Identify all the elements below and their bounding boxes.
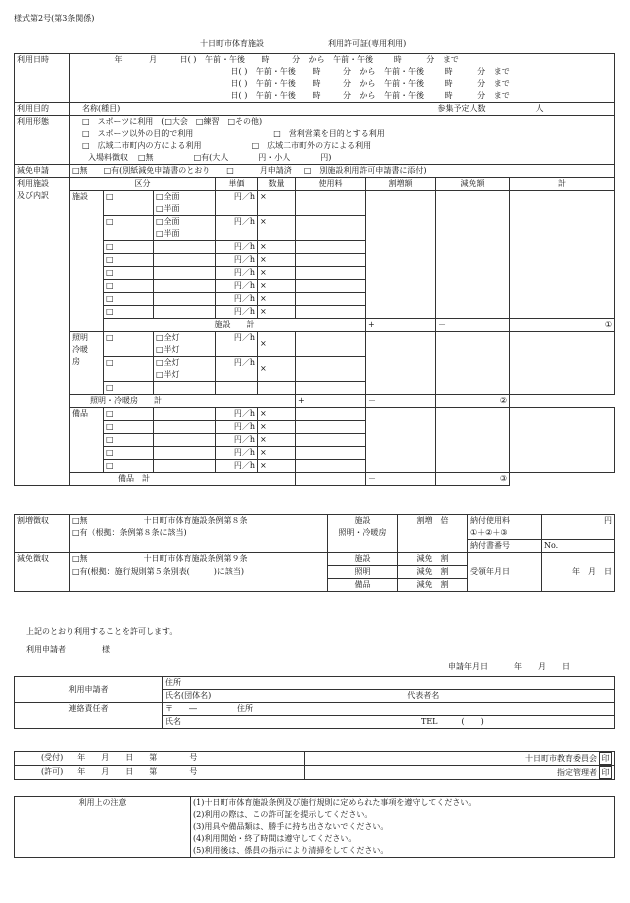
checkbox-icon: □ (82, 129, 90, 138)
notes-title: 利用上の注意 (15, 797, 191, 858)
note-item: (1)十日町市体育施設条例及び施行規則に定められた事項を遵守してください。 (193, 798, 477, 807)
permission-text: 上記のとおり利用することを許可します。 (26, 627, 178, 636)
purpose-row: 利用目的 名称(種目) 参集予定人数 人 (15, 103, 615, 116)
label-riyou-mokuteki: 利用目的 (15, 103, 70, 116)
equip-row: □ 円／h × (15, 447, 615, 460)
light-row: 照明 冷暖 房 □ □全灯 円／h × (15, 332, 615, 345)
checkbox-icon: □ (104, 408, 154, 421)
seal-icon: 印 (599, 752, 612, 765)
checkbox-icon: □ (104, 447, 154, 460)
checkbox-icon: □ (82, 141, 90, 150)
equip-row: □ 円／h × (15, 460, 615, 473)
facility-row: □ 円／h × (15, 241, 615, 254)
checkbox-icon: □ (104, 241, 154, 254)
checkbox-icon: □ (104, 216, 154, 241)
label-riyou-nichiji: 利用日時 (15, 54, 70, 103)
purpose-name-label: 名称(種目) (82, 104, 121, 113)
note-item: (5)利用後は、係員の指示により清掃をしてください。 (193, 846, 389, 855)
facility-row: □ 円／h × (15, 306, 615, 319)
attendees-label: 参集予定人数 (437, 104, 486, 113)
checkbox-icon: □ (82, 117, 90, 126)
main-form-table: 利用日時 年 月 日( ) 午前・午後 時 分 から 午前・午後 時 分 まで 日( ) 午前・午後 時 分 から 午前・午後 時 分 まで 日( ) 午前・午後 時 分 から 午前・午後 時 分 まで 日( ) 午前・午後 時 分 から 午前・午後 時 分 まで 利用目的 名称(種目) 参集予定人数 人 利用形態 □ スポーツに利用 (□大会 □練習 □その他) □ スポーツ以外の目的で利用 □ 営利営業を目的とする利用 □ 広域二市町内の方による利用 □ 広域二市町外の方による利用 入場料徴収 □無 □有(大人 円・小人 円) 減免申請 □無 □有(別紙減免申請書のとおり □ 月申請済 □ 別施設利用許可申請書に添付) 利用施設 及び内訳 区分 単価 数量 使用料 割増額 減免額 計 施設 □ □全面 円／h × □半面 □ □全面 円／h × □半面 □ 円／h × □ 円／h × □ 円／h × □ 円／h × □ 円／h × □ 円／h × 施設 計 + － ① 照明 冷暖 房 □ □全灯 円／h × □半灯 □ □全灯 円／h × □半灯 □ 照明・冷暖房 計 + － ② 備品 □ 円／h × □ 円／h × □ 円／h × □ 円／h × □ 円／h × 備品 計 － ③ (14, 53, 615, 486)
equip-row: □ 円／h × (15, 434, 615, 447)
label-genmen-shinsei: 減免申請 (15, 165, 70, 178)
note-item: (3)用具や備品類は、勝手に持ち出さないでください。 (193, 822, 389, 831)
date-row: 日( ) 午前・午後 時 分 から 午前・午後 時 分 まで (15, 66, 615, 78)
checkbox-icon: □ (273, 129, 281, 138)
reduction-row: 減免申請 □無 □有(別紙減免申請書のとおり □ 月申請済 □ 別施設利用許可申請書に添付) (15, 165, 615, 178)
checkbox-icon: □ (104, 254, 154, 267)
equip-row: 備品 □ 円／h × (15, 408, 615, 421)
note-item: (4)利用開始・終了時間は遵守してください。 (193, 834, 357, 843)
form-number: 様式第2号(第3条関係) (14, 14, 95, 23)
facility-row: □ 円／h × (15, 254, 615, 267)
checkbox-icon: □ (104, 332, 154, 357)
breakdown-header-row: 利用施設 及び内訳 区分 単価 数量 使用料 割増額 減免額 計 (15, 178, 615, 191)
checkbox-icon: □ (104, 267, 154, 280)
checkbox-icon: □ (104, 191, 154, 216)
checkbox-icon: □ (104, 293, 154, 306)
apply-date: 申請年月日 年 月 日 (448, 662, 570, 671)
date-row: 日( ) 午前・午後 時 分 から 午前・午後 時 分 まで (15, 78, 615, 90)
checkbox-icon: □ (104, 382, 154, 395)
note-item: (2)利用の際は、この許可証を提示してください。 (193, 810, 373, 819)
seal-icon: 印 (599, 766, 612, 779)
label-riyou-keitai: 利用形態 (15, 116, 70, 165)
checkbox-icon: □ (104, 306, 154, 319)
applicant-line: 利用申請者 様 (26, 645, 110, 654)
checkbox-icon: □ (104, 280, 154, 293)
facility-total-row: 施設 計 + － ① (15, 319, 615, 332)
date-row: 日( ) 午前・午後 時 分 から 午前・午後 時 分 まで (15, 90, 615, 103)
checkbox-icon: □ (104, 421, 154, 434)
facility-row: □ 円／h × (15, 280, 615, 293)
usage-form-row: 利用形態 □ スポーツに利用 (□大会 □練習 □その他) (15, 116, 615, 129)
light-total-row: 照明・冷暖房 計 + － ② (15, 395, 615, 408)
receipt-table: (受付) 年 月 日 第 号 十日町市教育委員会 印 (許可) 年 月 日 第 号 指定管理者 印 (14, 751, 615, 780)
checkbox-icon: □ (251, 141, 260, 150)
checkbox-icon: □ (104, 357, 154, 382)
equip-total-row: 備品 計 － ③ (15, 473, 615, 486)
checkbox-icon: □ (226, 166, 234, 175)
facility-row: □ □全面 円／h × (15, 216, 615, 229)
applicant-table: 利用申請者 住所 氏名(団体名) 代表者名 連絡責任者 〒 ― 住所 氏名 TEL ( ) (14, 676, 615, 729)
facility-row: □ 円／h × (15, 293, 615, 306)
facility-row: □ 円／h × (15, 267, 615, 280)
date-row: 利用日時 年 月 日( ) 午前・午後 時 分 から 午前・午後 時 分 まで (15, 54, 615, 67)
light-row: □ □全灯 円／h × (15, 357, 615, 370)
checkbox-icon: □ (104, 460, 154, 473)
notes-table (14, 796, 615, 858)
equip-row: □ 円／h × (15, 421, 615, 434)
title-doc: 利用許可証(専用利用) (328, 39, 407, 48)
facility-row: 施設 □ □全面 円／h × (15, 191, 615, 204)
checkbox-icon: □ (104, 434, 154, 447)
collection-table: 割増徴収 □無 十日町市体育施設条例第８条 施設 照明・冷暖房 割増 倍 納付使用料 円 □有（根拠：条例第８条に該当) ①＋②＋③ 納付書番号 No. 減免徴収 □無 十日町市体育施設条例第９条 施設 減免 割 受領年月日 年 月 日 □有(根拠：施行規則第５条別表( )に該当) 照明 減免 割 備品 減免 割 (14, 514, 615, 592)
checkbox-icon: □ (303, 166, 312, 175)
title-org: 十日町市体育施設 (200, 39, 264, 48)
